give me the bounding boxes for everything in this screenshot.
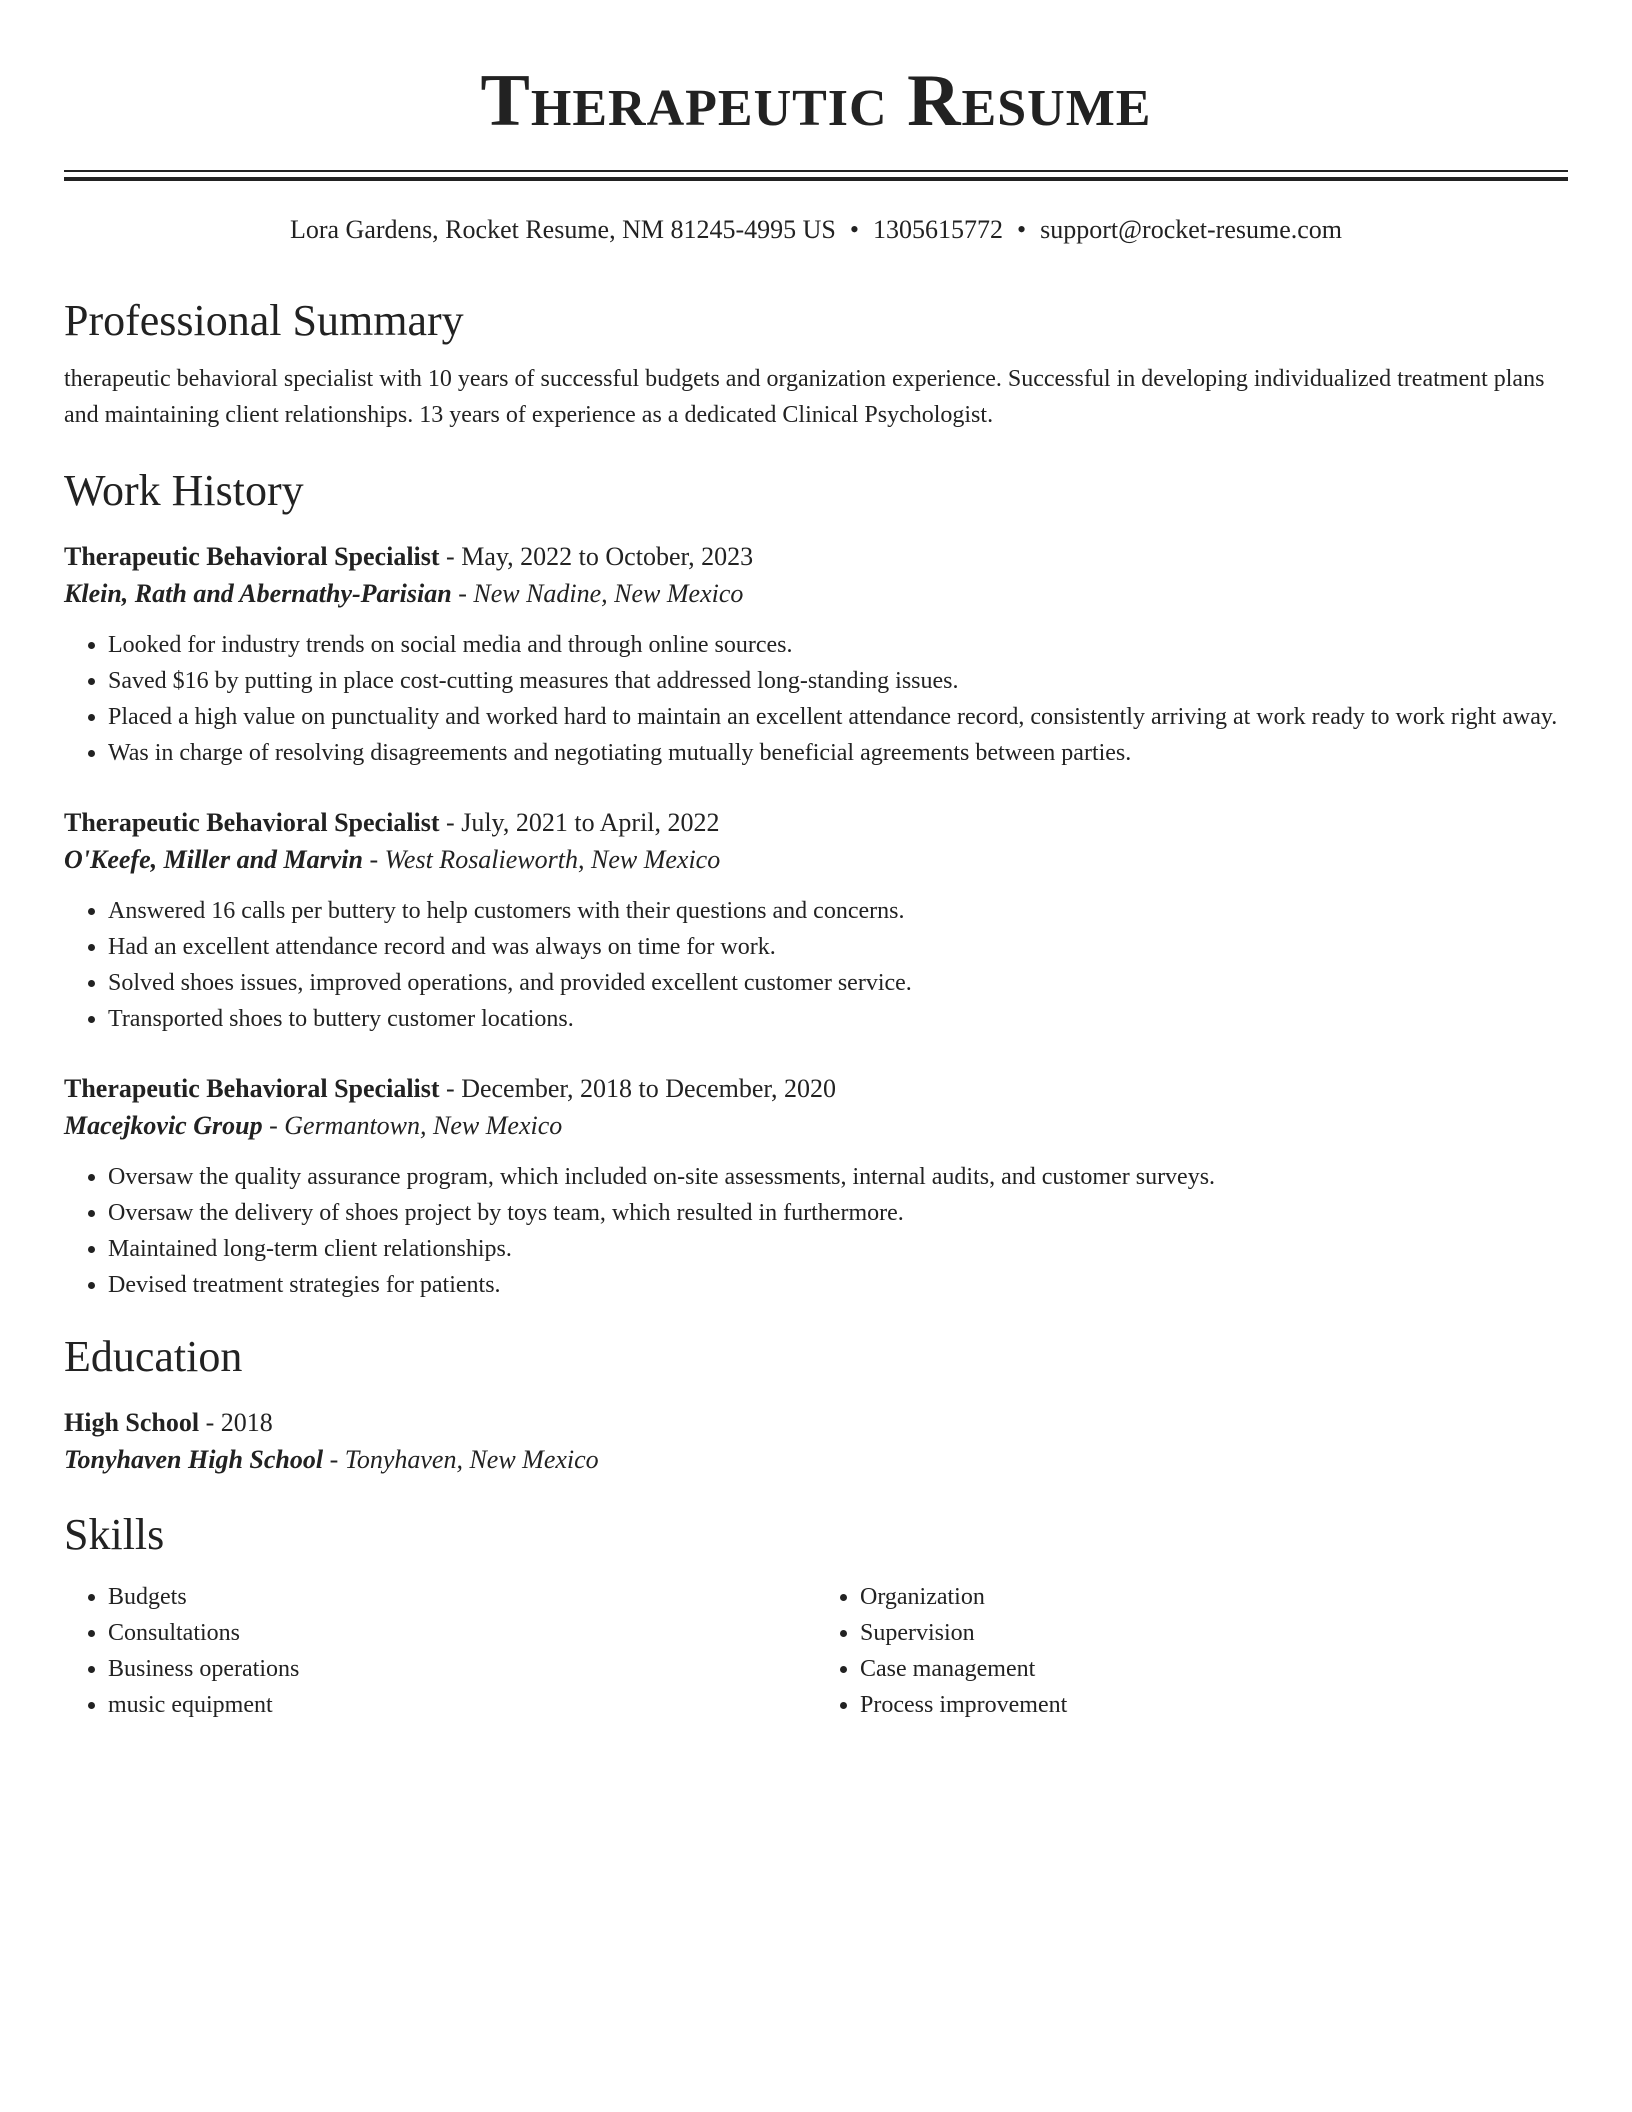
skill-item: • Case management: [860, 1651, 1568, 1687]
contact-phone: 1305615772: [873, 215, 1003, 244]
summary-text: therapeutic behavioral specialist with 10 years of successful budgets and organization experience. Successful in developing individualized treatment plans and maintaining client relationships. 13 years of experience as a dedicated Clinical Psychologist.: [64, 366, 1545, 428]
skills-column-left: [64, 1579, 816, 1723]
skills-column-right: [816, 1579, 1568, 1723]
skill-item: • Supervision: [860, 1615, 1568, 1651]
education-location: - Tonyhaven, New Mexico: [323, 1445, 599, 1474]
job-employer: [64, 841, 1568, 879]
skills-list: [64, 1579, 1568, 1723]
duty-item: • Transported shoes to buttery customer locations.: [108, 1001, 1568, 1037]
job-company: Klein, Rath and Abernathy-Parisian: [64, 579, 452, 608]
contact-address: Lora Gardens, Rocket Resume, NM 81245-4995 US: [289, 215, 836, 244]
education-year: - 2018: [199, 1408, 273, 1437]
skill-item: • Process improvement: [860, 1687, 1568, 1723]
education-heading: Education: [64, 1332, 243, 1381]
job-header: [64, 1071, 1568, 1107]
contact-separator: •: [1017, 215, 1027, 244]
title-divider: [64, 170, 1568, 181]
skill-item: • Organization: [860, 1579, 1568, 1615]
job-entry: [64, 539, 1568, 771]
resume-title: Therapeutic Resume: [480, 60, 1152, 142]
skill-item: • music equipment: [108, 1687, 816, 1723]
contact-separator: •: [849, 215, 859, 244]
education-degree: High School: [64, 1408, 200, 1437]
job-company: Macejkovic Group: [64, 1111, 263, 1140]
education-school-line: [64, 1441, 1568, 1479]
education-header: [64, 1405, 1568, 1441]
duty-item: • Placed a high value on punctuality and worked hard to maintain an excellent attendance record, consistently arriving at work ready to work right away.: [108, 699, 1568, 735]
duty-item: • Devised treatment strategies for patients.: [108, 1267, 1568, 1303]
contact-email: support@rocket-resume.com: [1040, 215, 1343, 244]
duty-item: • Oversaw the quality assurance program, which included on-site assessments, internal audits, and customer surveys.: [108, 1159, 1568, 1195]
duty-item: • Saved $16 by putting in place cost-cutting measures that addressed long-standing issues.: [108, 663, 1568, 699]
job-header: [64, 539, 1568, 575]
contact-line: [64, 213, 1568, 247]
job-location: - West Rosalieworth, New Mexico: [363, 845, 721, 874]
education-entry: [64, 1405, 1568, 1479]
skills-heading: Skills: [64, 1510, 165, 1559]
duty-item: • Had an excellent attendance record and was always on time for work.: [108, 929, 1568, 965]
education-school: Tonyhaven High School: [64, 1445, 324, 1474]
summary-heading: Professional Summary: [64, 296, 464, 345]
skill-item: • Budgets: [108, 1579, 816, 1615]
duty-item: • Answered 16 calls per buttery to help customers with their questions and concerns.: [108, 893, 1568, 929]
job-company: O'Keefe, Miller and Marvin: [64, 845, 363, 874]
job-dates: - December, 2018 to December, 2020: [439, 1074, 836, 1103]
work-history-heading: Work History: [64, 466, 304, 515]
job-duties: [64, 627, 1568, 771]
duty-item: • Maintained long-term client relationships.: [108, 1231, 1568, 1267]
skill-item: • Business operations: [108, 1651, 816, 1687]
job-title: Therapeutic Behavioral Specialist: [64, 808, 440, 837]
job-entry: [64, 805, 1568, 1037]
job-entry: [64, 1071, 1568, 1303]
job-dates: - May, 2022 to October, 2023: [439, 542, 754, 571]
job-employer: [64, 1107, 1568, 1145]
duty-item: • Looked for industry trends on social media and through online sources.: [108, 627, 1568, 663]
duty-item: • Solved shoes issues, improved operations, and provided excellent customer service.: [108, 965, 1568, 1001]
skill-item: • Consultations: [108, 1615, 816, 1651]
job-location: - Germantown, New Mexico: [262, 1111, 563, 1140]
job-title: Therapeutic Behavioral Specialist: [64, 1074, 440, 1103]
job-duties: [64, 1159, 1568, 1303]
job-dates: - July, 2021 to April, 2022: [439, 808, 720, 837]
duty-item: • Was in charge of resolving disagreements and negotiating mutually beneficial agreements between parties.: [108, 735, 1568, 771]
job-employer: [64, 575, 1568, 613]
job-location: - New Nadine, New Mexico: [451, 579, 744, 608]
duty-item: • Oversaw the delivery of shoes project by toys team, which resulted in furthermore.: [108, 1195, 1568, 1231]
job-header: [64, 805, 1568, 841]
job-title: Therapeutic Behavioral Specialist: [64, 542, 440, 571]
job-duties: [64, 893, 1568, 1037]
